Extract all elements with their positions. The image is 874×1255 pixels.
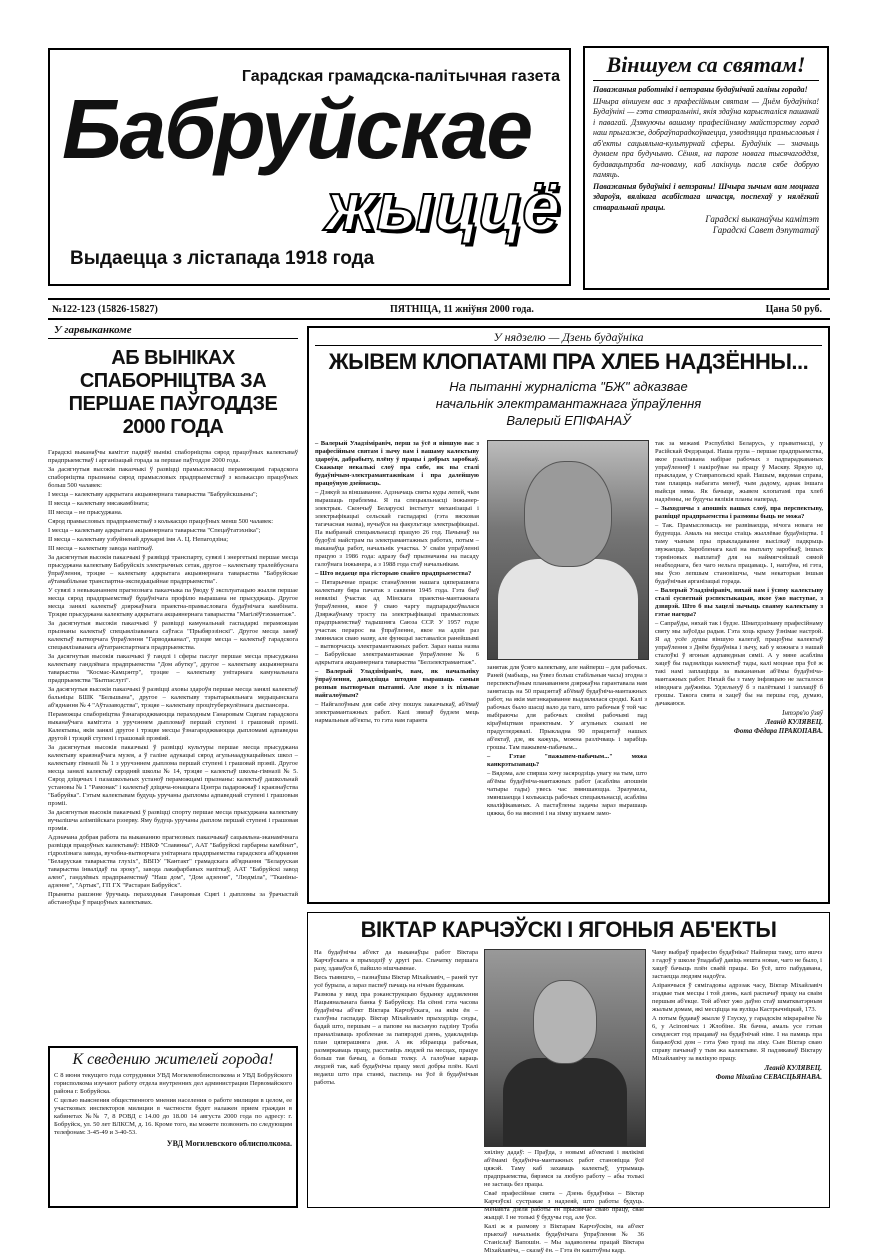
subtitle-line: начальнік электрамантажнага ўпраўлення [435,396,702,411]
article-body [48,449,298,907]
greeting-paragraph: Паважаныя будаўнікі і ветэраны! Шчыра зычым вам моцнага здароўя, вялікага асабістага шчасця, поспехаў у нялёгкай стваральнай працы. [593,181,819,212]
article-column [315,440,479,900]
article-paragraph: II месца – калектыву мясакамбіната; [48,500,149,507]
portrait-photo [484,949,646,1147]
article-paragraph: – Валерый Уладзіміравіч, вам, як начальніку ўпраўлення, даводзіцца штодня вырашаць самыя розныя вытворчыя пытанні. Але якое з іх пільнае найгалоўным? [315,668,479,699]
notice-box [48,1046,298,1208]
article-paragraph: А потым будаваў жылле ў Глуску, у гарадскім мікрараёне № 6, у Асіповічах і Жлобіне. Як бачна, амаль усе гэтыя семдзесят год працаваў на будаўнічай ніве. І на памяць пра бацькоўскі дом – гэта ўжо трэці па ліку. Сын Віктар сваю справу пачынаў у тым жа калектыве. Я падзякаваў Віктару Міхайлавічу за вялікую працу. [652,1015,822,1062]
article-paragraph: Сярод прамысловых прадпрыемстваў з колькасцю працоўных менш 500 чалавек: [48,518,274,525]
article-column [484,1149,644,1254]
article-column [655,440,823,900]
photo-figure-body [503,1058,627,1146]
notice-title: К сведению жителей города! [72,1051,274,1068]
byline: Інтэрв'ю ўзяў [782,709,823,717]
article-paragraph: Сваё прафесійнае свята – Дзень будаўніка – Віктар Карчэўскі сустракае з надзеяй, што работы будуць. Менавіта дзеля работы ён прысвячае сваю працу, сваё жыццё. І не толькі ў будучы год, але ўсе. [484,1190,644,1221]
article-column [487,664,647,900]
article-paragraph: – Найгалоўным для сябе лічу пошук заказчыкаў, аб'ёмаў электрамантажных работ. Калі звязаў будзем мець нармальныя аб'екты, то гэта нам гаранта [315,701,479,724]
article-paragraph: За дасягнутыя высокія паказчыкі ў развіцці камунальнай гаспадаркі пераможцам прызнаны калектыў спецыялізаванага саўгаса "Прыбярэзінскі". Другое месца заняў калектыў вытворчага ўпраўлення "Гарводаканал", трэцяе месца – калектыў гарадскога спецыялізаванага аўтатранспартнага прадпрыемства. [48,620,298,651]
subtitle-line: Валерый ЕПІФАНАЎ [506,413,631,428]
article-paragraph: так за межамі Рэспублікі Беларусь, у прыватнасці, у Расійскай Федэрацыі. Наша група – першае прадпрыемства, якое рэалізавана набірае рабочых з падпарадкаваных упраўленняў і накіроўвае на працу ў Маскву. Яркую ці, прыкладам, у Ставрапольскі край. Нашым, вядомая справа, там плацяць набагата менеў, чым дадому, аднак іншага выйсця няма. Як бачыце, жывем клопатамі пра хлеб надзённы, не будучы вялікія планы наперад. [655,440,823,503]
article-paragraph: – Валерый Уладзіміравіч, няхай вам і ўсяму калектыву сталі сусветнай рэспектыкацыя, якое ўжо наступае, з дзвярэй. Што б вы хацелі зычыць сваяму калектыву з гэтае нагоды? [655,587,823,618]
profile-article [307,912,830,1254]
dateline-bar [48,298,830,320]
article-paragraph: III месца – не прысуджана. [48,509,123,516]
greeting-title: Віншуем са святам! [593,52,819,81]
greeting-box [583,46,829,290]
article-paragraph: – Вядома, але спярша хочу засяродзіць увагу на тым, што аб'ёмы будаўніча-мантажных работ (асабліва апошнія чатыры гады) увесь час змяншаюцца. Зразумела, змяншаецца і колькасць рабочых спецыяльнасці, асабліва кваліфікаваных. А пастаўлены задачы зараз вырашаць цяжка, бо на вясенні і на зімку шукаем замо- [487,770,647,817]
article-paragraph: За дасягнутыя высокія паказчыкі ў развіцці спорту першае месца прысуджана калектыву вучылішча алімпійскага рэзерву. Яму будуць уручаны дыплом першай ступені і грашовая прэмія. [48,809,298,832]
article-paragraph: хвіліну дадаў: – Праўда, з новымі аб'ектамі і вялікімі аб'ёмамі будаўніча-мантажных работ становіцца ўсё цяжэй. Таму каб захаваць калектыў, утрымаць прадпрыемства, бярэмся за любую работу – абы толькі не застаць без працы. [484,1149,644,1188]
article-paragraph: Пераможцы спаборніцтва ўзнагароджваюцца пераходным Ганаровым Сцягам гарадскога выканаўчага камітэта з уручэннем дыпломаў першай ступені і грашовай прэміі. Калектывы, якія занялі другое і трэцяе месцы ўзнагароджваюцца дыпломамі адпаведна другой і трэцяй ступені і грашовай прэміяй. [48,711,298,742]
article-paragraph: занятак для ўсяго калектыву, але найперш – для рабочых. Раней (мабыць, на ўзвез больш стабільныя часы) згодна з перспектыўным планаваннем дзяржаўна гарантавала нам занятасць на 50 працэнтаў аб'ёмаў будаўніча-мантажных работ, на якія матэнкараванне выдзялялася сродкі. Калі з рабочых было шасці вало да таго, што рабочыя ў той час выбіраючы для рабочых своймі рабочымі пад кіраўніцтвам праектным. У агульных сказалі не прадугледжвалі. Прыкладна 90 працэнтаў нашых аб'ектаў, дзе, як кажуць, можна разлічваць і зарабіць грошы. Там пажывем-пабачым... [487,664,647,751]
issue-price: Цана 50 руб. [765,304,822,315]
byline: Леанід КУЛЯВЕЦ. [765,718,823,726]
article-paragraph: Прыняты рашэнне ўручыць пераходныя Ганаровыя Сцягі і дыпломы за ўрачыстай абстаноўцы ў працоўных калектывах. [48,891,298,906]
article-paragraph: III месца – калектыву завода напіткаў. [48,545,154,552]
newspaper-title-line2: жыццё [326,169,560,245]
column-body [655,440,823,708]
article-paragraph: За дасягнутыя высокія паказчыкі ў развіцці прамысловасці пераможцамі гарадскога спаборніцтва прызнаны сярод прамысловых прадпрыемстваў з колькасцю працоўных больш 500 чалавек: [48,466,298,489]
byline: Леанід КУЛЯВЕЦ. [764,1064,822,1072]
greeting-signature: Гарадскі выканаўчы камітэт [705,214,819,224]
article-paragraph: – Зыходзячы з апошніх вашых слоў, пра перспектыву, развіццё прадпрыемства і размовы быць не можа? [655,505,823,520]
article-paragraph: У сувязі з невыкананнем прагнознага паказчыка па ўводу ў эксплуатацыю жылля першае месца сярод прадпрыемстваў будаўнічага профілю вырашана не прысуджаць. Другое месца занялі калектыў дзяржаўнага праектна-прамысловага будаўнічага камбіната. Трэцяе прысуджана калектыву адкрытага акцыянернага таварыства "Магілёўтэхмантаж". [48,587,298,618]
greeting-paragraph: Шчыра віншуем вас з прафесійным святам — Днём будаўніка! Будаўнікі — гэта стваральнікі, якія здаўна карысталіся пашанай і павагай. Дзякуючы вашаму прафесійнаму майстэрству горад наш прыгажэе, добраўпарадкоўваецца, узводзяцца прамысловыя і аб'екты сацыяльна-культурнай сферы. Будаўнік — значыць думаем пра будучыню. Сёння, на парозе новага тысячагоддзя, будавацьтрэба па-новаму, каб лакінуць пасля сябе добрую памяць. [593,96,819,179]
article-paragraph: За дасягнутыя высокія паказчыкі ў развіцці аховы здароўя першае месца занялі калектыў бальніцы БШК "Бельшына", другое – калектыву тэрытарыяльнага медыцынскага аб'яднання № 4 "Аўтазаводства", трэцяе – калектыву процітуберкулёзнага дыспансера. [48,686,298,709]
article-paragraph: За дасягнутыя высокія паказчыкі ў гандлі і сферы паслуг першае месца прысуджана калектыву гандлёвага прадпрыемства "Дом абутку", другое – калектыву акцыянернага таварыства "Космас-Камцэнтр", трэцяе – калектыву унітарнага камунальнага прадпрыемства "Бытпаслугі". [48,653,298,684]
article-paragraph: – Валерый Уладзіміравіч, перш за ўсё я віншую вас з прафесійным святам і зычу вам і вашаму калектыву здароўя, дабрабыту, плёну ў працы і добрых заробкаў. Скажыце некалькі слоў пра сябе, як вы сталі будаўнічым-электрамантажнікам і пра далейшую працоўную дзейнасць. [315,440,479,487]
article-paragraph: – Сапраўды, няхай так і будзе. Шматдэзімаму прафесійнаму святу мы заўсёды радыя. Гэта хоць крыху ўзнімае настрой. Я ад усёе душы віншую калегаў, працоўны калектыў упраўлення з Днём будаўніка і зычу, каб у кожнага з нашай сталоўкі ў ягоныя адпаведныя сяміі. А у мяне асабліва хацеў бы падзяліцца калектыў тады, калі моцнае пра ўсё ж такі намі заплаціцца за выкананыя аб'ёмы будаўніча-мантажных работ. Няхай бы з таму інфляцыю не засталося ніводнага даўжніка. Удзельнуў б з палёткамі і заплаціў б грошы. Такога свята я хацеў бы на першы год, думаю, дачакаюся. [655,620,823,707]
article-paragraph: – Дзякуй за віншаванне. Адзначаць святы куды лепей, чым вырашаць праблемы. Я па спецыяльнасці інжынер-электрык. Скончыў Беларускі інстытут механізацыі і электрыфікацыі сельскай гаспадаркі (гэта вясковая тагачасная назва), вучыўся на факультэце электрыфікацыі. Па выбранай спецыяльнасці працую 26 год. Пачынаў на будоўлі майстрам па электрамантажных работах, потым – выканаўца работ, начальнік участка. У сваім упраўленні працую з 1986 года: адразу быў прызначаны на пасаду галоўнага інжынера, а з 1988 года стаў начальнікам. [315,489,479,568]
article-paragraph: Калі ж я размову з Віктарам Карчэўскім, на аб'ект прыехаў начальнік будаўнічага ўпраўлення № 36 Станіслаў Вапошін. – Мы задаволены працай Віктара Міхайлавіча, – сказаў ён. – Гэта ён каштоўны кадр. [484,1223,644,1254]
column-body [652,949,822,1063]
article-paragraph: – Так. Прамысловасць не развіваецца, нічога новага не будуецца. Амаль на месцы стаіць жыллёвае будаўніцтва. І таму чыным пры прыкладаванне высілкаў падкрыць звужаецца. Заробленага калі на выплату заробкаў, іншых тэрміновых выплатаў для на наймягчэйшай сямой неабходнага, без чаго нельга працаваць. І, напэўна, ні гэта, мы ўсю лепшым становішчы, чым некаторыя іншыя будаўнічыя арганізацыі горада. [655,522,823,585]
article-headline: ВІКТАР КАРЧЭЎСКІ І ЯГОНЫЯ АБ'ЕКТЫ [360,917,777,942]
notice-paragraph: С целью выяснения общественного мнения населения о работе милиции в целом, ее участковых инспекторов милиции в частности будет налажен прием граждан в кабинетах №№ 7, 8 РОВД с 14.00 до 18.00 14 августа 2000 года по адресу: г. Бобруйск, ул. 50 лет ВЛКСМ, д. 16. Кроме того, вы можете позвонить по следующим телефонам: 3-45-49 и 3-40-53. [54,1097,292,1136]
article-paragraph: – Пятарычнае працэс станаўлення нашага цяперашняга калектыву бяра пачатак з саквеня 1945 года. Гэта быў невялікі ўчастак ад Мінскага праектна-мантажнага ўпраўлення, якое ў сваю чаргу падпарадкоўвалася Дзяржаўнаму трэсту па электрыфікацыі прамысловых прадпрыемстваў тадышняга Саюза ССР. У 1957 годзе участак перарос ва ўпраўленне, якое на адзін раз змянялася сваю назву, але функцыі заставаліся ранейшымі – вытворчасць электрамантажных работ. Зараз наша назва – Бабруйскае электрамантажнае ўпраўленне № 6 адкрытага акцыянернага таварыства "Белэлектрамантаж". [315,579,479,666]
subtitle-line: На пытанні журналіста "БЖ" адказвае [449,379,688,394]
article-paragraph: Размова у вязд пра рэканструкцыю будынку аддзялення Нацыянальнага банка ў Бабруйску. На сённі гэта часова будаўнічы аб'ект Віктара Карчэўскага, на якім ён – галоўны гаспадар. Віктар Міхайлавіч прыходзіць сюды, бадай што, першым – а папове на васьмую гадзіну Трэба праналізаваць зробленае за папярэдні дзень, удакладніць план цяперашняга дня. А як збіраецца рабочыя, размяркаваць працу, расставіць людзей па месцах, працуе больш тая бачыц, а больш толку. А галоўнае караць людзей так, каб будаўнічы працу мелі добры плён. Калі ведаеш што пра станкі, паспець на ўсё й будаўнічыя работы. [314,991,478,1086]
article-paragraph: Адзначана добрая работа па выкананню прагнозных паказчыкаў сацыяльна-эканамічнага развіцця працоўных калектываў: НВКФ "Славянка", ААТ "Бабруйскі гарбарны камбінат", гідролізнага завода, вучэбна-вытворчага унітарнага прадпрыемства гарадскога аб'яднання "Беларуская таварыства глухіх", ВВПУ "Кантакт" грамадскага аб'яднання "Беларуская таварыства інвалідаў па зроку", завода лакафарбавых напіткаў, ААТ "Бабруйскі завод алею", гандлёвых прадпрыемстваў "Наш дом", "Дом адзення", "Людміла", "Тканіны-адзенне", "Артык", ГП ГХ "Растаран Бабруйск". [48,834,298,889]
article-paragraph: Весь тыяншчэ, – пазнаўшы Віктар Міхайлавіч, – раней тут усё бурыла, а зараз паспеў пачаць на нічым будынкам. [314,974,478,989]
photo-figure-head [524,461,612,567]
notice-paragraph: С 8 июня текущего года сотрудники УВД Могилевоблисполкома и УВД Бобруйского горисполкома изучают работу отдела внутренних дел администрации Первомайского района г. Бобруйска. [54,1072,292,1095]
article-headline: АБ ВЫНІКАХ СПАБОРНІЦТВА ЗА ПЕРШАЕ ПАЎГОДДЗЕ 2000 ГОДА [68,347,278,438]
photo-credit: Фота Міхайла СЕВАСЦЬЯНАВА. [715,1073,822,1081]
article-paragraph: Чаму выбраў прафесію будаўніка? Найперш таму, што яшчэ з гадоў у школе ўпадабаў давіць нешта новае, чаго не было, і хацеў бачыць плён сваёй працы. Бо ўсё, што пабудавана, застаецца людзям надоўга. [652,949,822,980]
article-paragraph: За дасягнутыя высокія паказчыкі ў развіцці транспарту, сувязі і энергетыкі першае месца прысуджана калектыву Бабруйскіх электрычных сетак, другое – калектыву тралейбуснага ўпраўлення, трэцяе – калектыву адкрытага акцыянернага таварыства "Бабруйскае аўтамабільнае транспартна-экспедыцыйнае прадпрыемства". [48,554,298,585]
newspaper-title-line1: Бабруйскае [62,82,532,176]
article-paragraph: На будаўнічы аб'ект да выканаўцы работ Віктара Карчэўскага я прыходзіў у другі раз. Спачатку першага разу, здаваўся б, пайшло нішчымнае. [314,949,478,972]
article-paragraph: Азіраючыся ў сямігадовы адрэзак часу, Віктар Міхайлавіч згадвае тыя месцы і той дзень, калі распачаў працу на сваім першым аб'екце. Той аб'ект ужо даўно стаў шматкватэрным жылым домам, які месціцца на вуліцы Кастрычніцкай, 173. [652,982,822,1013]
newspaper-since-line: Выдаецца з лістапада 1918 года [70,248,375,269]
interview-article [307,326,830,904]
photo-figure-body [498,559,638,659]
notice-signature: УВД Могилевского облисполкома. [166,1139,292,1148]
rubric-label: У нядзелю — Дзень будаўніка [315,330,822,346]
greeting-paragraph: Паважаныя работнікі і ветэраны будаўнічай галіны горада! [593,85,808,94]
issue-number: №122-123 (15826-15827) [52,304,158,315]
article-paragraph: За дасягнутыя высокія паказчыкі ў развіцці культуры першае месца прысуджана калектыву краязнаўчага музея, а ў галіне адукацыі сярод агульнаадукацыйных школ – калектыву гімназіі № 1 з уручэннем дыплома першай ступені і грашовай прэміі. Другое месца занялі калектыў сярэдняй школы № 14, трэцяе – калектыў школы-гімназіі № 5. Сярод дзіцячых і пазашкольных устаноў пераможцамі прызнаны: калектыў дашкольнай установы № 1 "Рамонак" і калектыў дзіцяча-юнацкага Цэнтра падарожжаў і краязнаўства "Бабруйка". Гэтым калектывам будуць уручаны дыпломы адпаведнай ступені і грашовыя прэміі. [48,744,298,807]
article-paragraph: II месца – калектыву узбуйненай друкарні імя А. Ц. Непагодзіна; [48,536,229,543]
article-paragraph: I месца – калектыву адкрытага акцыянернага таварыства "Спецаўтатэхніка"; [48,527,261,534]
rubric-label: У гарвыканкоме [48,322,298,339]
photo-credit: Фота Фёдара ПРАКОПАВА. [733,727,823,735]
article-column [314,949,478,1203]
article-headline: ЖЫВЕМ КЛОПАТАМІ ПРА ХЛЕБ НАДЗЁННЫ... [328,349,809,374]
greeting-signature: Гарадскі Савет дэпутатаў [712,225,819,235]
article-subtitle [315,378,822,429]
photo-figure-head [533,980,597,1064]
newspaper-tagline: Гарадская грамадска-палітычная газета [241,68,560,85]
issue-date: ПЯТНІЦА, 11 жніўня 2000 года. [390,304,534,315]
portrait-photo [487,440,649,660]
article-paragraph: – Гэтае "пажывем-пабачым..." можа канкрэтызаваць? [487,753,647,768]
article-paragraph: I месца – калектыву адкрытага акцыянернага таварыства "Бабруйскшыны"; [48,491,258,498]
article-paragraph: Гарадскі выканаўчы камітэт падвёў вынікі спаборніцтва сярод працоўных калектываў прадпрыемстваў і арганізацый горада за першае паўгоддзе 2000 года. [48,449,298,464]
article-column [652,949,822,1203]
article-paragraph: – Што ведаеце пра гісторыю свайго прадпрыемства? [315,570,472,577]
